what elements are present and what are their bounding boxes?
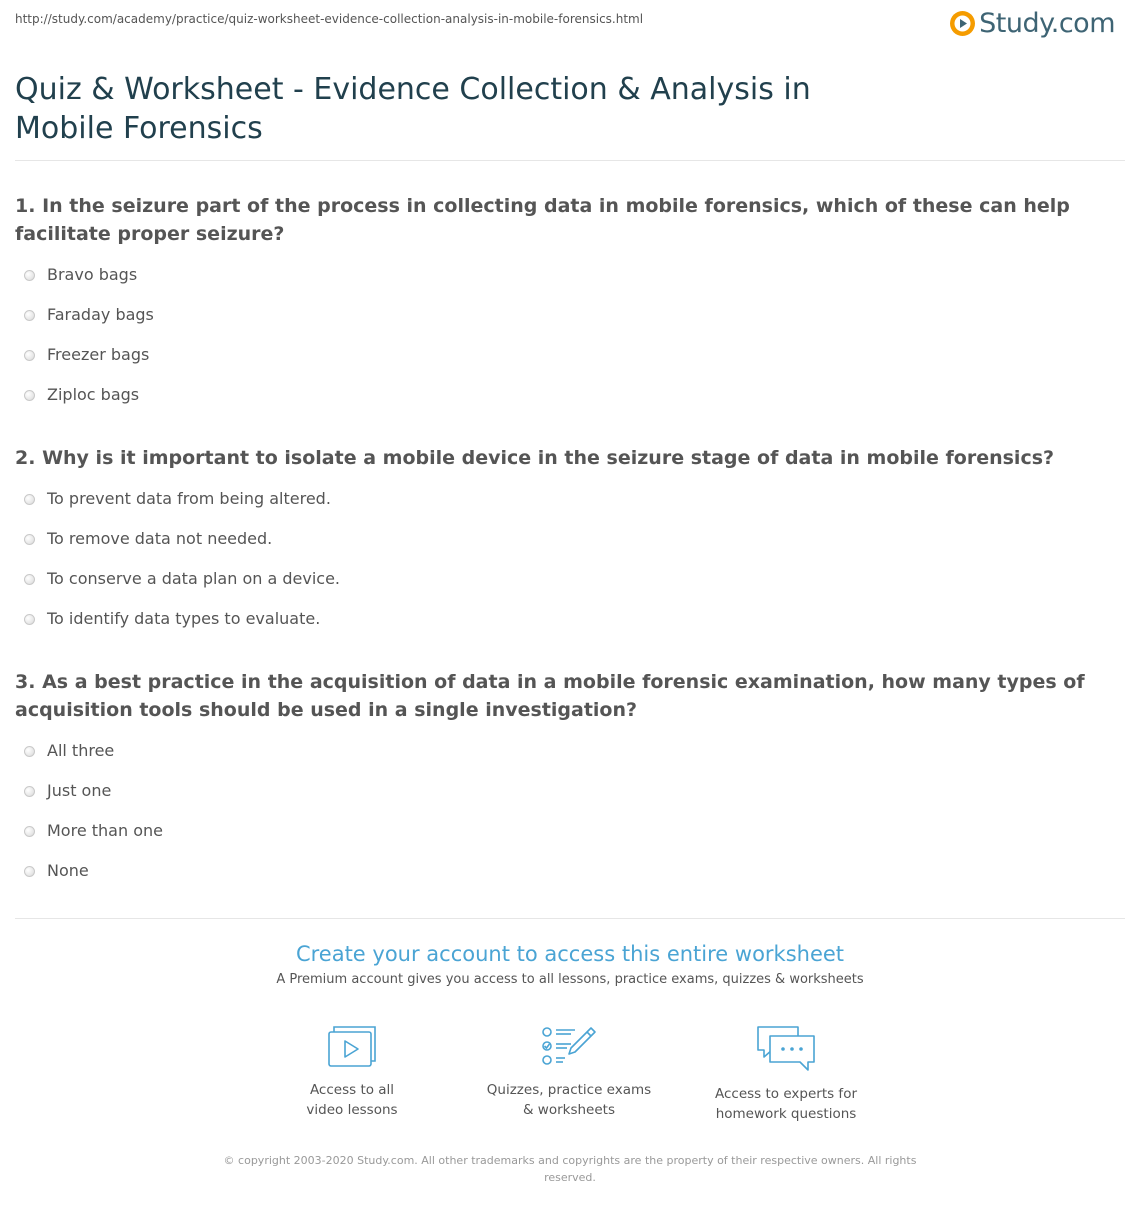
cta-title[interactable]: Create your account to access this entire worksheet xyxy=(295,942,845,966)
question-1 xyxy=(15,192,1120,248)
cta-subtitle: A Premium account gives you access to all lessons, practice exams, quizzes & worksheets xyxy=(276,972,864,987)
choice-q2-1[interactable] xyxy=(24,489,331,508)
choice-label: Ziploc bags xyxy=(47,385,140,404)
choice-q3-2[interactable] xyxy=(24,781,111,800)
choice-label: To prevent data from being altered. xyxy=(47,489,331,508)
radio-icon[interactable] xyxy=(24,494,35,505)
radio-icon[interactable] xyxy=(24,390,35,401)
question-2 xyxy=(15,444,1120,472)
radio-icon[interactable] xyxy=(24,826,35,837)
radio-icon[interactable] xyxy=(24,350,35,361)
question-text: Why is it important to isolate a mobile device in the seizure stage of data in mobile forensics? xyxy=(42,447,1055,469)
radio-icon[interactable] xyxy=(24,310,35,321)
feature-video-lessons xyxy=(252,1024,452,1120)
play-logo-icon xyxy=(950,11,975,36)
quiz-checklist-icon xyxy=(469,1024,669,1070)
radio-icon[interactable] xyxy=(24,270,35,281)
feature-experts xyxy=(686,1024,886,1124)
chat-bubbles-icon xyxy=(686,1024,886,1074)
choice-q1-4[interactable] xyxy=(24,385,139,404)
choice-q1-3[interactable] xyxy=(24,345,149,364)
choice-q1-2[interactable] xyxy=(24,305,154,324)
choice-label: None xyxy=(47,861,89,880)
radio-icon[interactable] xyxy=(24,746,35,757)
feature-quizzes xyxy=(469,1024,669,1120)
choice-q3-3[interactable] xyxy=(24,821,163,840)
choice-q1-1[interactable] xyxy=(24,265,137,284)
choice-label: More than one xyxy=(47,821,163,840)
page-title: Quiz & Worksheet - Evidence Collection & Analysis in Mobile Forensics xyxy=(15,72,811,146)
choice-q2-3[interactable] xyxy=(24,569,340,588)
choice-label: Just one xyxy=(47,781,112,800)
radio-icon[interactable] xyxy=(24,866,35,877)
copyright-notice: © copyright 2003-2020 Study.com. All other trademarks and copyrights are the property of their respective owners. All rights reserved. xyxy=(223,1154,917,1184)
radio-icon[interactable] xyxy=(24,534,35,545)
radio-icon[interactable] xyxy=(24,614,35,625)
question-text: As a best practice in the acquisition of data in a mobile forensic examination, how many types of acquisition tools should be used in a single investigation? xyxy=(15,671,1085,721)
choice-label: All three xyxy=(47,741,115,760)
choice-q2-4[interactable] xyxy=(24,609,320,628)
questions-divider xyxy=(15,918,1125,919)
radio-icon[interactable] xyxy=(24,574,35,585)
choice-q3-4[interactable] xyxy=(24,861,89,880)
choice-label: To remove data not needed. xyxy=(47,529,273,548)
choice-label: Bravo bags xyxy=(47,265,138,284)
title-divider xyxy=(15,160,1125,161)
feature-label: Access to experts for homework questions xyxy=(714,1086,857,1122)
question-number: 1. xyxy=(15,195,36,217)
choice-label: To conserve a data plan on a device. xyxy=(47,569,341,588)
video-lessons-icon xyxy=(252,1024,452,1070)
question-text: In the seizure part of the process in collecting data in mobile forensics, which of these can help facilitate proper seizure? xyxy=(15,195,1070,245)
page-url: http://study.com/academy/practice/quiz-worksheet-evidence-collection-analysis-in-mobile-forensics.html xyxy=(15,12,644,26)
feature-label: Quizzes, practice exams & worksheets xyxy=(486,1082,652,1118)
question-number: 3. xyxy=(15,671,36,693)
choice-label: Faraday bags xyxy=(47,305,154,324)
question-3 xyxy=(15,668,1120,724)
question-number: 2. xyxy=(15,447,36,469)
choice-label: To identify data types to evaluate. xyxy=(47,609,321,628)
choice-q3-1[interactable] xyxy=(24,741,114,760)
logo-text: Study.com xyxy=(979,8,1115,39)
study-logo[interactable] xyxy=(950,8,1115,39)
choice-q2-2[interactable] xyxy=(24,529,272,548)
choice-label: Freezer bags xyxy=(47,345,150,364)
feature-label: Access to all video lessons xyxy=(306,1082,398,1118)
radio-icon[interactable] xyxy=(24,786,35,797)
